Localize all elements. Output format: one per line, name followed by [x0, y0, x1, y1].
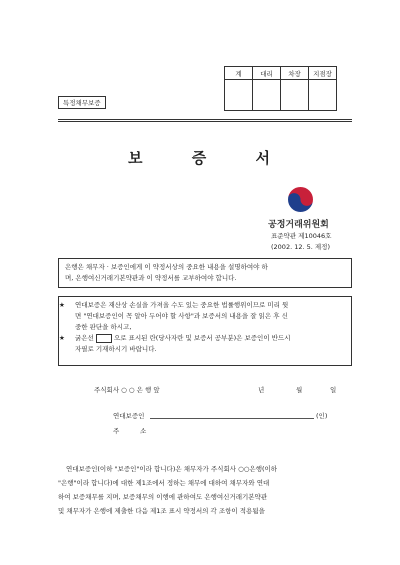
divider: [58, 119, 352, 120]
enactment-date: (2002. 12. 5. 제정): [271, 243, 330, 251]
bold-line-label: 굵은선: [75, 334, 94, 342]
guarantee-clause: [58, 462, 354, 518]
approval-header-staff: 계: [225, 67, 253, 80]
approval-sign-cell[interactable]: [281, 80, 309, 111]
agency-name: 공정거래위원회: [268, 220, 329, 230]
addressee: 주식회사 ○ ○ 은 행 앞: [94, 386, 160, 394]
standard-clause-number: 표준약관 제10046호: [271, 232, 332, 240]
clause-line: "은행"이라 합니다)에 대한 제1조에서 정하는 채무에 대하여 채무자와 연대: [58, 479, 270, 487]
approval-header-deputy: 차장: [281, 67, 309, 80]
warning-line: [65, 333, 345, 344]
page-title: 보 증 서: [128, 149, 292, 167]
star-icon: ★: [59, 301, 65, 309]
bold-line-text: 으로 표시된 란(당사자란 및 보증서 공부분)은 보증인이 반드시: [114, 334, 291, 342]
guarantor-name-field[interactable]: [150, 418, 314, 419]
warning-box: [58, 296, 352, 366]
date-year-label: 년: [258, 386, 265, 394]
seal-mark: (인): [316, 412, 328, 420]
approval-header-branch-manager: 지점장: [309, 67, 337, 80]
notice-box: [58, 258, 352, 288]
document-type-tag: 특정채무보증: [58, 96, 106, 109]
approval-sign-cell[interactable]: [253, 80, 281, 111]
notice-line: 며, 은행여신거래기본약관과 이 약정서를 교부하여야 합니다.: [65, 274, 237, 282]
address-label: 주 소: [113, 427, 147, 435]
divider: [58, 121, 352, 122]
approval-header-assistant: 대리: [253, 67, 281, 80]
warning-line: 면 "연대보증인이 꼭 알아 두어야 할 사항"과 보증서의 내용을 잘 읽은 후 신: [75, 312, 288, 320]
taegeuk-emblem-icon: [287, 186, 314, 213]
date-month-label: 월: [296, 386, 303, 394]
notice-line: 은행은 채무자 · 보증인에게 이 약정서상의 중요한 내용을 설명하여야 하: [65, 263, 268, 271]
guarantor-label: 연대보증인: [113, 412, 145, 420]
clause-line: 하여 보증채무를 지며, 보증채무의 이행에 관하여도 은행여신거래기본약관: [58, 493, 268, 501]
clause-line: 연대보증인(이하 "보증인"이라 합니다)은 채무자가 주식회사 ○○은행(이하: [66, 465, 278, 473]
warning-line: 연대보증은 재산상 손실을 가져올 수도 있는 중요한 법률행위이므로 미리 뒷: [75, 301, 289, 309]
warning-line: 중한 판단을 하시고,: [75, 323, 132, 331]
date-day-label: 일: [330, 386, 337, 394]
star-icon: ★: [59, 334, 65, 342]
clause-line: 및 채무자가 은행에 제출한 다음 제1조 표시 약정서의 각 조항이 적용됨을: [58, 507, 265, 515]
approval-grid: [224, 66, 337, 111]
approval-sign-cell[interactable]: [225, 80, 253, 111]
bold-box-sample: [96, 334, 112, 343]
warning-line: 자필로 기재하시기 바랍니다.: [75, 345, 157, 353]
approval-sign-cell[interactable]: [309, 80, 337, 111]
